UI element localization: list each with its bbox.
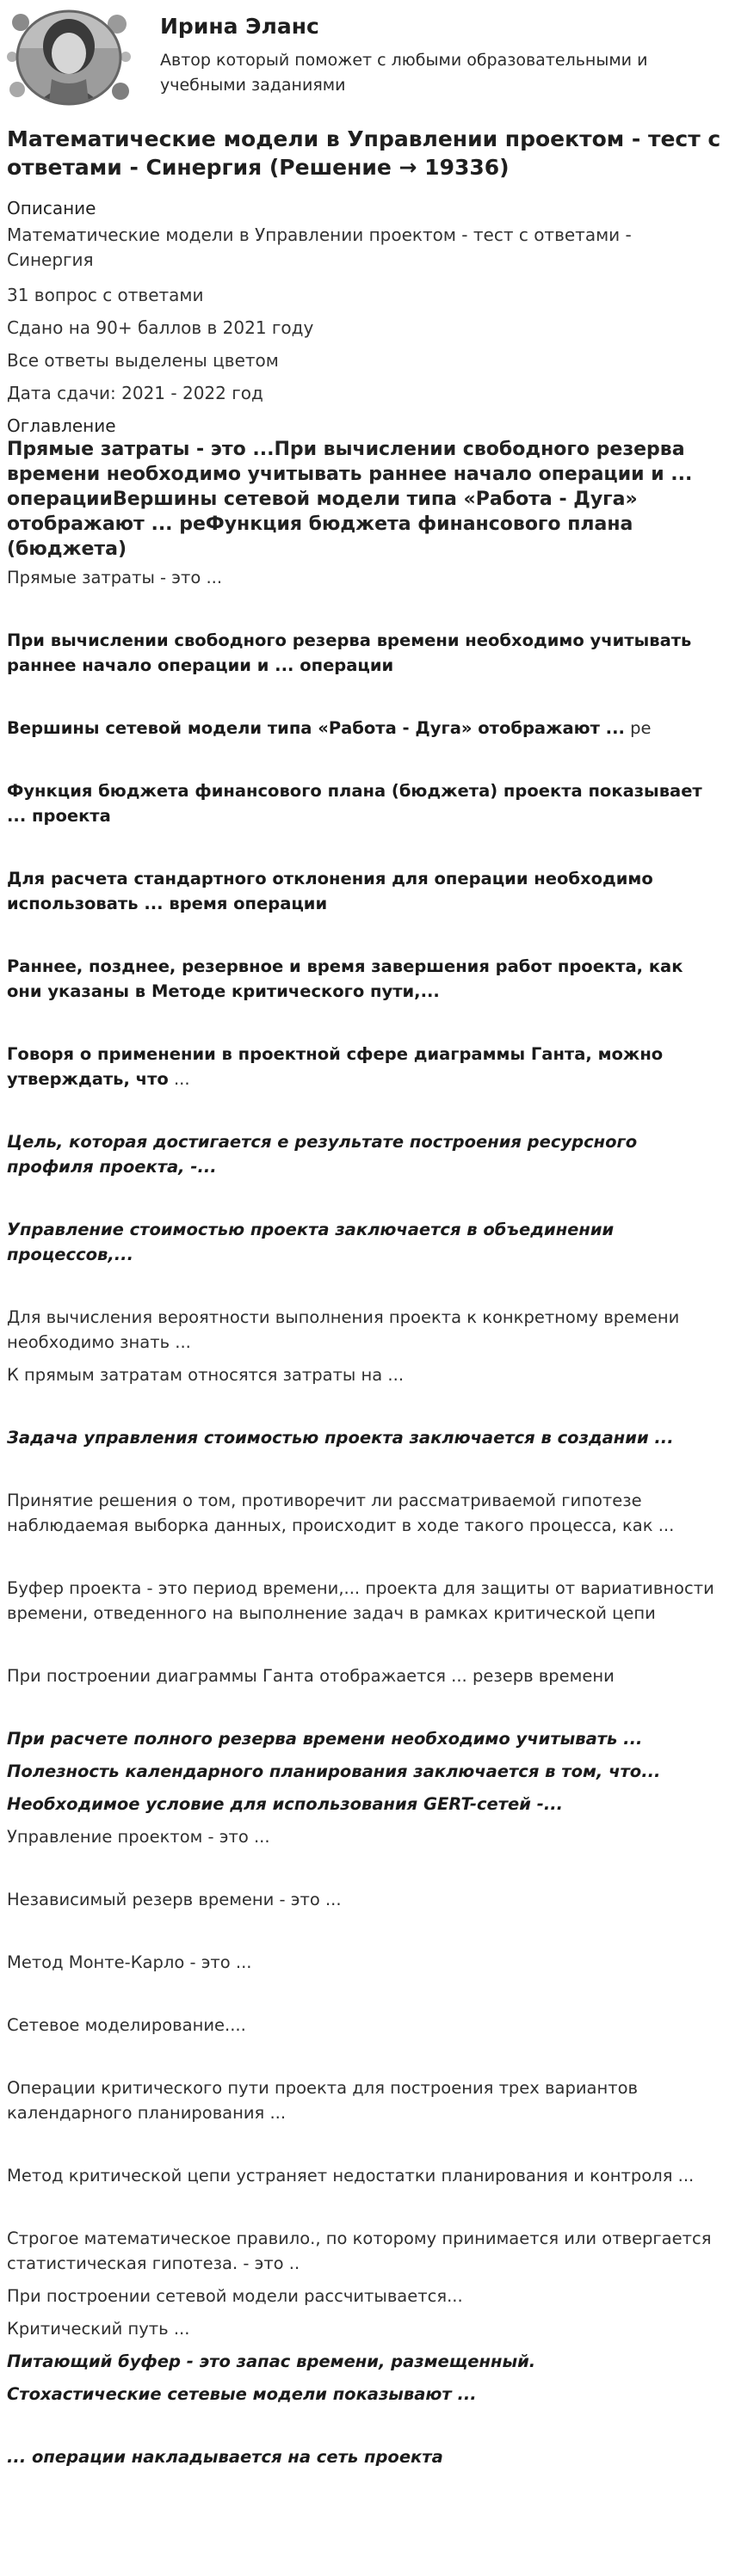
author-avatar[interactable] bbox=[5, 5, 133, 110]
question-item bbox=[7, 1824, 723, 1849]
question-item bbox=[7, 1726, 723, 1751]
question-item bbox=[7, 954, 723, 1004]
question-item bbox=[7, 2316, 723, 2341]
author-card bbox=[5, 5, 724, 117]
description-line: Дата сдачи: 2021 - 2022 год bbox=[7, 383, 263, 403]
question-item bbox=[7, 2013, 723, 2038]
question-item bbox=[7, 778, 723, 828]
question-item bbox=[7, 1217, 723, 1267]
toc-label: Оглавление bbox=[7, 415, 116, 436]
toc-body: Прямые затраты - это ...При вычислении свободного резерва времени необходимо учитывать раннее начало операции и ... операцииВершины сетевой модели типа «Работа - Дуга» отображают ... реФункция бюджета финансового плана (бюджета) bbox=[7, 439, 693, 560]
question-item bbox=[7, 2226, 723, 2276]
question-item bbox=[7, 1488, 723, 1538]
question-text: Стохастические сетевые модели показывают ... bbox=[7, 2384, 477, 2404]
question-text: Принятие решения о том, противоречит ли рассматриваемой гипотезе наблюдаемая выборка данных, происходит в ходе такого процесса, как ... bbox=[7, 1491, 675, 1535]
question-text: При построении сетевой модели рассчитывается... bbox=[7, 2286, 463, 2306]
question-item bbox=[7, 1129, 723, 1179]
question-text: К прямым затратам относятся затраты на ... bbox=[7, 1365, 405, 1385]
question-text: ... операции накладывается на сеть проекта bbox=[7, 2447, 443, 2467]
question-text: Раннее, позднее, резервное и время завершения работ проекта, как они указаны в Методе критического пути,... bbox=[7, 956, 683, 1001]
question-text: Необходимое условие для использования GERT-сетей -... bbox=[7, 1794, 564, 1814]
question-text: Для расчета стандартного отклонения для операции необходимо использовать ... время операции bbox=[7, 869, 653, 913]
question-text: Питающий буфер - это запас времени, размещенный. bbox=[7, 2352, 536, 2371]
description-line: Сдано на 90+ баллов в 2021 году bbox=[7, 317, 314, 338]
question-text: Вершины сетевой модели типа «Работа - Дуга» отображают ... bbox=[7, 718, 625, 738]
question-text: Метод критической цепи устраняет недостатки планирования и контроля ... bbox=[7, 2166, 695, 2186]
question-item bbox=[7, 1663, 723, 1688]
question-item bbox=[7, 1305, 723, 1355]
question-text: Задача управления стоимостью проекта заключается в создании ... bbox=[7, 1428, 674, 1448]
description-line: 31 вопрос с ответами bbox=[7, 285, 204, 305]
question-item bbox=[7, 2075, 723, 2125]
question-item bbox=[7, 2284, 723, 2309]
question-text: Управление проектом - это ... bbox=[7, 1827, 270, 1847]
description-label: Описание bbox=[7, 198, 96, 218]
question-text: При расчете полного резерва времени необходимо учитывать ... bbox=[7, 1729, 643, 1749]
question-item bbox=[7, 2444, 723, 2469]
author-name[interactable]: Ирина Эланс bbox=[160, 14, 319, 39]
question-item bbox=[7, 716, 723, 741]
question-item bbox=[7, 1950, 723, 1975]
page-title: Математические модели в Управлении проектом - тест с ответами - Синергия (Решение → 19336) bbox=[7, 126, 721, 180]
description-line: Все ответы выделены цветом bbox=[7, 350, 279, 371]
description-line: Математические модели в Управлении проектом - тест с ответами - Синергия bbox=[7, 224, 632, 270]
question-text: Функция бюджета финансового плана (бюджета) проекта показывает ... проекта bbox=[7, 781, 702, 826]
question-item bbox=[7, 2163, 723, 2188]
question-suffix: ре bbox=[624, 718, 652, 738]
question-text: Строгое математическое правило., по которому принимается или отвергается статистическая гипотеза. - это .. bbox=[7, 2229, 712, 2273]
question-text: Прямые затраты - это ... bbox=[7, 568, 223, 587]
question-text: При вычислении свободного резерва времени необходимо учитывать раннее начало операции и ... операции bbox=[7, 630, 692, 675]
question-item bbox=[7, 2349, 723, 2374]
question-item bbox=[7, 628, 723, 678]
question-item bbox=[7, 1042, 723, 1091]
questions-list bbox=[7, 565, 723, 2469]
question-item bbox=[7, 866, 723, 916]
question-text: Операции критического пути проекта для построения трех вариантов календарного планирования ... bbox=[7, 2078, 639, 2123]
question-text: Метод Монте-Карло - это ... bbox=[7, 1952, 252, 1972]
question-suffix: ... bbox=[168, 1069, 190, 1089]
question-text: Говоря о применении в проектной сфере диаграммы Ганта, можно утверждать, что bbox=[7, 1044, 664, 1089]
question-text: Независимый резерв времени - это ... bbox=[7, 1890, 342, 1909]
question-text: При построении диаграммы Ганта отображается ... резерв времени bbox=[7, 1666, 615, 1686]
question-item bbox=[7, 2382, 723, 2407]
question-item bbox=[7, 1576, 723, 1626]
question-text: Цель, которая достигается е результате построения ресурсного профиля проекта, -... bbox=[7, 1132, 638, 1177]
question-text: Управление стоимостью проекта заключается в объединении процессов,... bbox=[7, 1220, 615, 1264]
question-item bbox=[7, 1425, 723, 1450]
question-item bbox=[7, 1759, 723, 1784]
question-text: Критический путь ... bbox=[7, 2319, 190, 2339]
question-text: Буфер проекта - это период времени,... проекта для защиты от вариативности времени, отведенного на выполнение задач в рамках критической цепи bbox=[7, 1578, 714, 1623]
question-text: Сетевое моделирование.... bbox=[7, 2015, 246, 2035]
question-text: Полезность календарного планирования заключается в том, что... bbox=[7, 1761, 661, 1781]
question-text: Для вычисления вероятности выполнения проекта к конкретному времени необходимо знать ... bbox=[7, 1307, 680, 1352]
question-item bbox=[7, 565, 723, 590]
question-item bbox=[7, 1362, 723, 1387]
question-item bbox=[7, 1887, 723, 1912]
author-description: Автор который поможет с любыми образовательными и учебными заданиями bbox=[160, 51, 648, 95]
question-item bbox=[7, 1792, 723, 1817]
article bbox=[7, 125, 723, 2469]
